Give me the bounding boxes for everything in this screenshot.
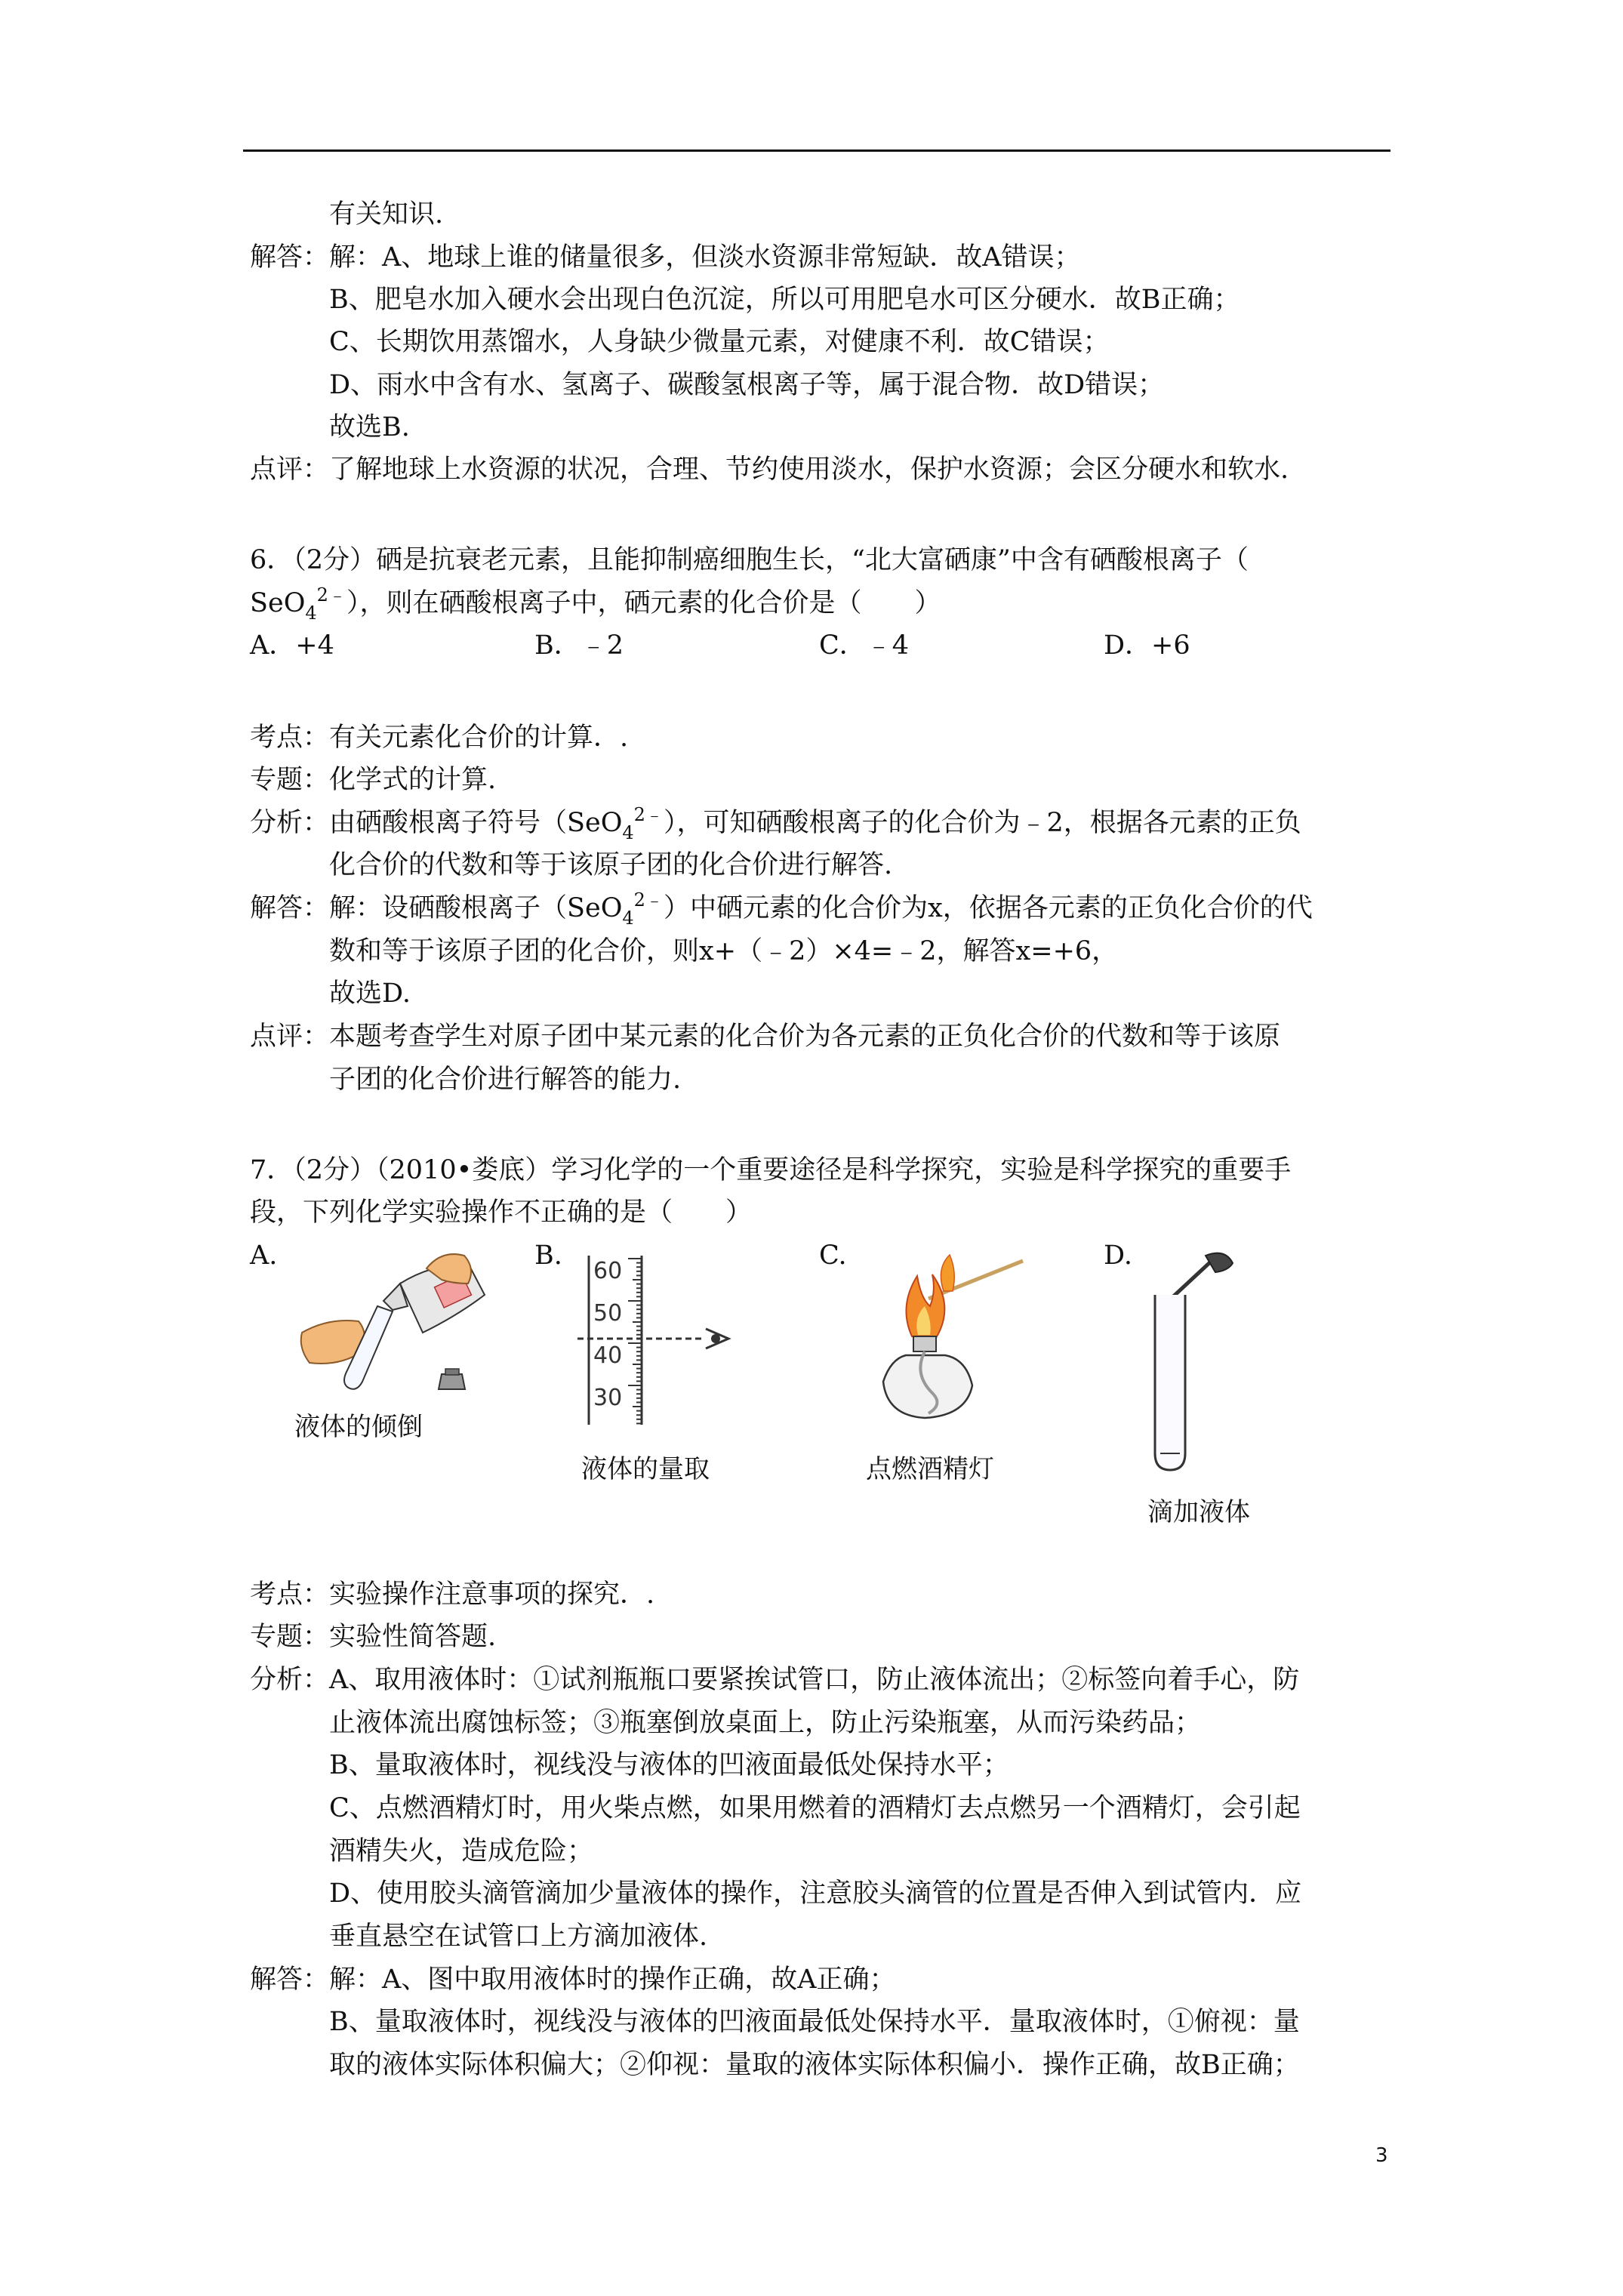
analysis-line: 分析：A、取用液体时：①试剂瓶瓶口要紧挨试管口，防止液体流出；②标签向着手心，防 — [250, 1665, 1300, 1695]
analysis-line — [250, 806, 1301, 842]
answer-line — [250, 889, 1313, 929]
superscript: 2﹣ — [633, 889, 664, 911]
option-c: C. — [819, 1240, 847, 1271]
text-span: 分析：由硒酸根离子符号（SeO — [250, 808, 623, 838]
superscript: 2﹣ — [316, 584, 346, 606]
stopper-icon — [439, 1369, 465, 1389]
text-line: B、量取液体时，视线没与液体的凹液面最低处保持水平．量取液体时，①俯视：量 — [329, 2007, 1300, 2037]
header-rule — [243, 149, 1390, 152]
figure-caption-c: 点燃酒精灯 — [866, 1454, 994, 1484]
text-line: 故选B. — [329, 412, 410, 442]
kaodian-line: 考点：有关元素化合价的计算．. — [250, 723, 629, 753]
tick-label-30: 30 — [593, 1385, 623, 1411]
answer-line: 解答：解：A、图中取用液体时的操作正确，故A正确； — [250, 1965, 896, 1995]
option-c: C．﹣4 — [819, 630, 910, 661]
kaodian-line: 考点：实验操作注意事项的探究．. — [250, 1579, 655, 1610]
text-span: ），则在硒酸根离子中，硒元素的化合价是（ ） — [346, 588, 941, 618]
text-line: D、雨水中含有水、氢离子、碳酸氢根离子等，属于混合物．故D错误； — [329, 370, 1165, 400]
figure-dropper — [1144, 1250, 1249, 1476]
figure-caption-a: 液体的倾倒 — [294, 1412, 423, 1442]
option-b: B. — [534, 1240, 562, 1271]
flame-icon — [906, 1274, 944, 1338]
text-line: 垂直悬空在试管口上方滴加液体. — [329, 1922, 708, 1952]
option-d: D．+6 — [1104, 630, 1190, 661]
question-6-stem-cont — [250, 584, 941, 624]
comment-line: 点评：本题考查学生对原子团中某元素的化合价为各元素的正负化合价的代数和等于该原 — [250, 1022, 1281, 1052]
question-6-options — [250, 629, 1382, 662]
text-line: D、使用胶头滴管滴加少量液体的操作，注意胶头滴管的位置是否伸入到试管内．应 — [329, 1878, 1302, 1909]
text-span: ）中硒元素的化合价为x，依据各元素的正负化合价的代 — [663, 893, 1313, 923]
match-icon — [929, 1255, 1023, 1299]
superscript: 2﹣ — [633, 804, 664, 825]
answer-line: 解答：解：A、地球上谁的储量很多，但淡水资源非常短缺．故A错误； — [250, 242, 1081, 273]
text-line: 化合价的代数和等于该原子团的化合价进行解答. — [329, 850, 893, 880]
tick-label-60: 60 — [593, 1258, 623, 1284]
text-line: 酒精失火，造成危险； — [329, 1836, 594, 1866]
figure-alcohol-lamp — [861, 1246, 1042, 1427]
text-line: C、点燃酒精灯时，用火柴点燃，如果用燃着的酒精灯去点燃另一个酒精灯，会引起 — [329, 1793, 1301, 1823]
text-line: 子团的化合价进行解答的能力. — [329, 1065, 682, 1095]
option-b: B．﹣2 — [534, 630, 624, 661]
text-line: C、长期饮用蒸馏水，人身缺少微量元素，对健康不利．故C错误； — [329, 327, 1110, 357]
zhuanti-line: 专题：化学式的计算. — [250, 765, 497, 795]
text-line: 取的液体实际体积偏大；②仰视：量取的液体实际体积偏小．操作正确，故B正确； — [329, 2050, 1300, 2080]
option-d: D. — [1104, 1240, 1132, 1271]
subscript: 4 — [305, 603, 317, 624]
tick-label-40: 40 — [593, 1342, 623, 1369]
question-7-stem-cont: 段，下列化学实验操作不正确的是（ ） — [250, 1197, 753, 1228]
figure-graduated-cylinder — [574, 1250, 747, 1427]
subscript: 4 — [622, 908, 634, 929]
figure-caption-d: 滴加液体 — [1147, 1497, 1250, 1527]
question-6-stem: 6．（2分）硒是抗衰老元素，且能抑制癌细胞生长，“北大富硒康”中含有硒酸根离子（ — [250, 545, 1249, 575]
question-7-stem: 7．（2分）（2010•娄底）学习化学的一个重要途径是科学探究，实验是科学探究的重要手 — [250, 1155, 1292, 1185]
text-line: 止液体流出腐蚀标签；③瓶塞倒放桌面上，防止污染瓶塞，从而污染药品； — [329, 1708, 1202, 1738]
option-a: A. — [250, 1240, 278, 1271]
text-line: 数和等于该原子团的化合价，则x+（﹣2）×4=﹣2，解答x=+6， — [329, 936, 1119, 966]
figure-caption-b: 液体的量取 — [581, 1454, 710, 1484]
text-line: 有关知识. — [329, 199, 444, 230]
test-tube-icon — [1155, 1295, 1185, 1470]
comment-line: 点评：了解地球上水资源的状况，合理、节约使用淡水，保护水资源；会区分硬水和软水. — [250, 455, 1289, 485]
text-line: B、量取液体时，视线没与液体的凹液面最低处保持水平； — [329, 1750, 1009, 1780]
text-span: ），可知硒酸根离子的化合价为﹣2，根据各元素的正负 — [663, 808, 1301, 838]
text-line: B、肥皂水加入硬水会出现白色沉淀，所以可用肥皂水可区分硬水．故B正确； — [329, 285, 1240, 315]
page-number: 3 — [1375, 2144, 1388, 2167]
formula-text: SeO — [250, 588, 306, 618]
text-span: 解答：解：设硒酸根离子（SeO — [250, 893, 623, 923]
tick-label-50: 50 — [593, 1300, 623, 1327]
figure-pouring-liquid — [287, 1250, 491, 1401]
subscript: 4 — [622, 822, 634, 843]
option-a: A．+4 — [250, 630, 334, 661]
text-line: 故选D. — [329, 978, 411, 1009]
lamp-icon — [883, 1336, 972, 1418]
zhuanti-line: 专题：实验性简答题. — [250, 1622, 497, 1652]
